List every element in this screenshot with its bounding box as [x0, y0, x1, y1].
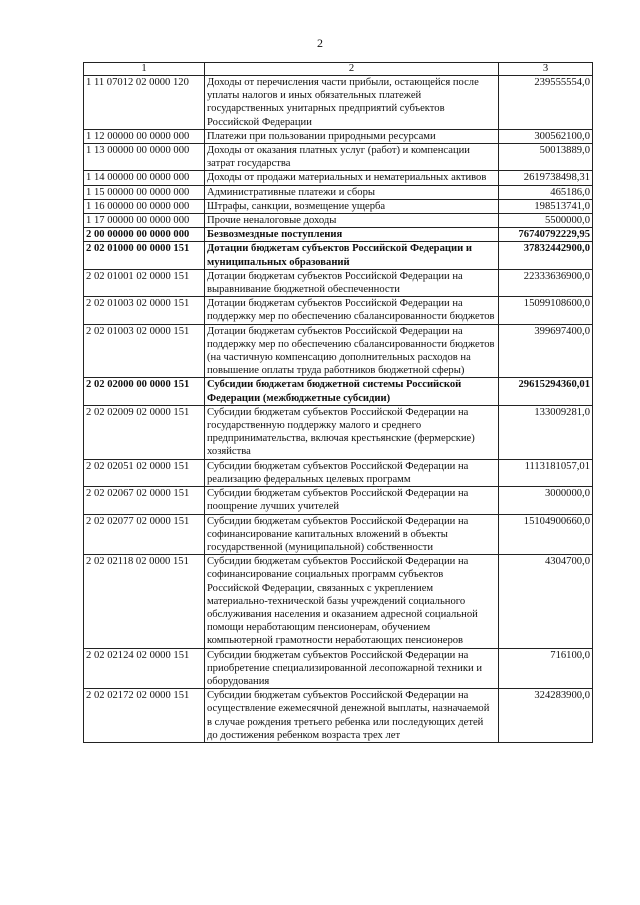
row-amount-cell: 2619738498,31 [499, 171, 593, 185]
row-code-cell: 1 14 00000 00 0000 000 [84, 171, 205, 185]
table-row [84, 185, 593, 199]
column-header-code: 1 [84, 63, 205, 76]
row-code-cell: 2 02 02000 00 0000 151 [84, 378, 205, 405]
row-amount-cell: 15099108600,0 [499, 297, 593, 324]
revenue-table [83, 62, 593, 743]
table-row [84, 459, 593, 486]
row-code-cell: 1 11 07012 02 0000 120 [84, 76, 205, 130]
row-code-cell: 2 02 02118 02 0000 151 [84, 555, 205, 648]
row-code-cell: 2 02 02172 02 0000 151 [84, 689, 205, 743]
row-code-cell: 2 02 02009 02 0000 151 [84, 405, 205, 459]
row-amount-cell: 50013889,0 [499, 144, 593, 171]
row-amount-cell: 133009281,0 [499, 405, 593, 459]
row-amount-cell: 29615294360,01 [499, 378, 593, 405]
table-row [84, 228, 593, 242]
table-header-row [84, 63, 593, 76]
row-name-cell: Субсидии бюджетам субъектов Российской Федерации на поощрение лучших учителей [205, 487, 499, 514]
page-number: 2 [317, 36, 323, 50]
table-row [84, 689, 593, 743]
row-name-cell: Субсидии бюджетам субъектов Российской Федерации на софинансирование капитальных вложений в объекты государственной (муниципальной) собственности [205, 514, 499, 555]
table-row [84, 214, 593, 228]
row-name-cell: Субсидии бюджетам субъектов Российской Федерации на реализацию федеральных целевых программ [205, 459, 499, 486]
column-header-name: 2 [205, 63, 499, 76]
row-amount-cell: 239555554,0 [499, 76, 593, 130]
row-code-cell: 1 13 00000 00 0000 000 [84, 144, 205, 171]
row-code-cell: 2 02 02124 02 0000 151 [84, 648, 205, 689]
row-amount-cell: 300562100,0 [499, 129, 593, 143]
row-amount-cell: 399697400,0 [499, 324, 593, 378]
table-row [84, 324, 593, 378]
table-row [84, 648, 593, 689]
table-row [84, 242, 593, 269]
row-code-cell: 1 16 00000 00 0000 000 [84, 199, 205, 213]
table-row [84, 487, 593, 514]
row-name-cell: Дотации бюджетам субъектов Российской Федерации на выравнивание бюджетной обеспеченности [205, 269, 499, 296]
row-code-cell: 2 02 02077 02 0000 151 [84, 514, 205, 555]
table-row [84, 555, 593, 648]
row-amount-cell: 76740792229,95 [499, 228, 593, 242]
table-row [84, 144, 593, 171]
row-name-cell: Платежи при пользовании природными ресурсами [205, 129, 499, 143]
row-code-cell: 2 02 01003 02 0000 151 [84, 324, 205, 378]
row-amount-cell: 198513741,0 [499, 199, 593, 213]
row-name-cell: Прочие неналоговые доходы [205, 214, 499, 228]
row-name-cell: Субсидии бюджетам субъектов Российской Федерации на приобретение специализированной лесопожарной техники и оборудования [205, 648, 499, 689]
row-code-cell: 1 17 00000 00 0000 000 [84, 214, 205, 228]
row-code-cell: 2 02 01000 00 0000 151 [84, 242, 205, 269]
row-name-cell: Субсидии бюджетам бюджетной системы Российской Федерации (межбюджетные субсидии) [205, 378, 499, 405]
table-row [84, 199, 593, 213]
table-row [84, 297, 593, 324]
row-code-cell: 1 12 00000 00 0000 000 [84, 129, 205, 143]
row-amount-cell: 324283900,0 [499, 689, 593, 743]
row-name-cell: Субсидии бюджетам субъектов Российской Федерации на государственную поддержку малого и среднего предпринимательства, включая крестьянские (фермерские) хозяйства [205, 405, 499, 459]
row-amount-cell: 4304700,0 [499, 555, 593, 648]
row-amount-cell: 465186,0 [499, 185, 593, 199]
row-amount-cell: 3000000,0 [499, 487, 593, 514]
row-code-cell: 2 02 02051 02 0000 151 [84, 459, 205, 486]
row-amount-cell: 716100,0 [499, 648, 593, 689]
row-name-cell: Доходы от продажи материальных и нематериальных активов [205, 171, 499, 185]
row-name-cell: Административные платежи и сборы [205, 185, 499, 199]
row-amount-cell: 37832442900,0 [499, 242, 593, 269]
row-name-cell: Дотации бюджетам субъектов Российской Федерации и муниципальных образований [205, 242, 499, 269]
row-code-cell: 2 02 01003 02 0000 151 [84, 297, 205, 324]
column-header-amount: 3 [499, 63, 593, 76]
row-code-cell: 2 02 02067 02 0000 151 [84, 487, 205, 514]
table-row [84, 405, 593, 459]
row-amount-cell: 22333636900,0 [499, 269, 593, 296]
row-code-cell: 1 15 00000 00 0000 000 [84, 185, 205, 199]
row-name-cell: Субсидии бюджетам субъектов Российской Федерации на софинансирование социальных программ субъектов Российской Федерации, связанных с укреплением материально-технической базы учреждений социального обслуживания населения и оказанием адресной социальной помощи неработающим пенсионерам, обучением компьютерной грамотности неработающих пенсионеров [205, 555, 499, 648]
row-name-cell: Доходы от оказания платных услуг (работ) и компенсации затрат государства [205, 144, 499, 171]
table-row [84, 269, 593, 296]
row-amount-cell: 15104900660,0 [499, 514, 593, 555]
row-code-cell: 2 02 01001 02 0000 151 [84, 269, 205, 296]
row-name-cell: Штрафы, санкции, возмещение ущерба [205, 199, 499, 213]
row-name-cell: Субсидии бюджетам субъектов Российской Федерации на осуществление ежемесячной денежной выплаты, назначаемой в случае рождения третьего ребенка или последующих детей до достижения ребенком возраста трех лет [205, 689, 499, 743]
row-amount-cell: 5500000,0 [499, 214, 593, 228]
table-row [84, 514, 593, 555]
row-name-cell: Дотации бюджетам субъектов Российской Федерации на поддержку мер по обеспечению сбалансированности бюджетов [205, 297, 499, 324]
row-name-cell: Доходы от перечисления части прибыли, остающейся после уплаты налогов и иных обязательных платежей государственных унитарных предприятий субъектов Российской Федерации [205, 76, 499, 130]
table-row [84, 171, 593, 185]
row-code-cell: 2 00 00000 00 0000 000 [84, 228, 205, 242]
row-name-cell: Дотации бюджетам субъектов Российской Федерации на поддержку мер по обеспечению сбалансированности бюджетов (на частичную компенсацию дополнительных расходов на повышение оплаты труда работников бюджетной сферы) [205, 324, 499, 378]
table-row [84, 76, 593, 130]
row-amount-cell: 1113181057,01 [499, 459, 593, 486]
table-row [84, 378, 593, 405]
table-row [84, 129, 593, 143]
row-name-cell: Безвозмездные поступления [205, 228, 499, 242]
